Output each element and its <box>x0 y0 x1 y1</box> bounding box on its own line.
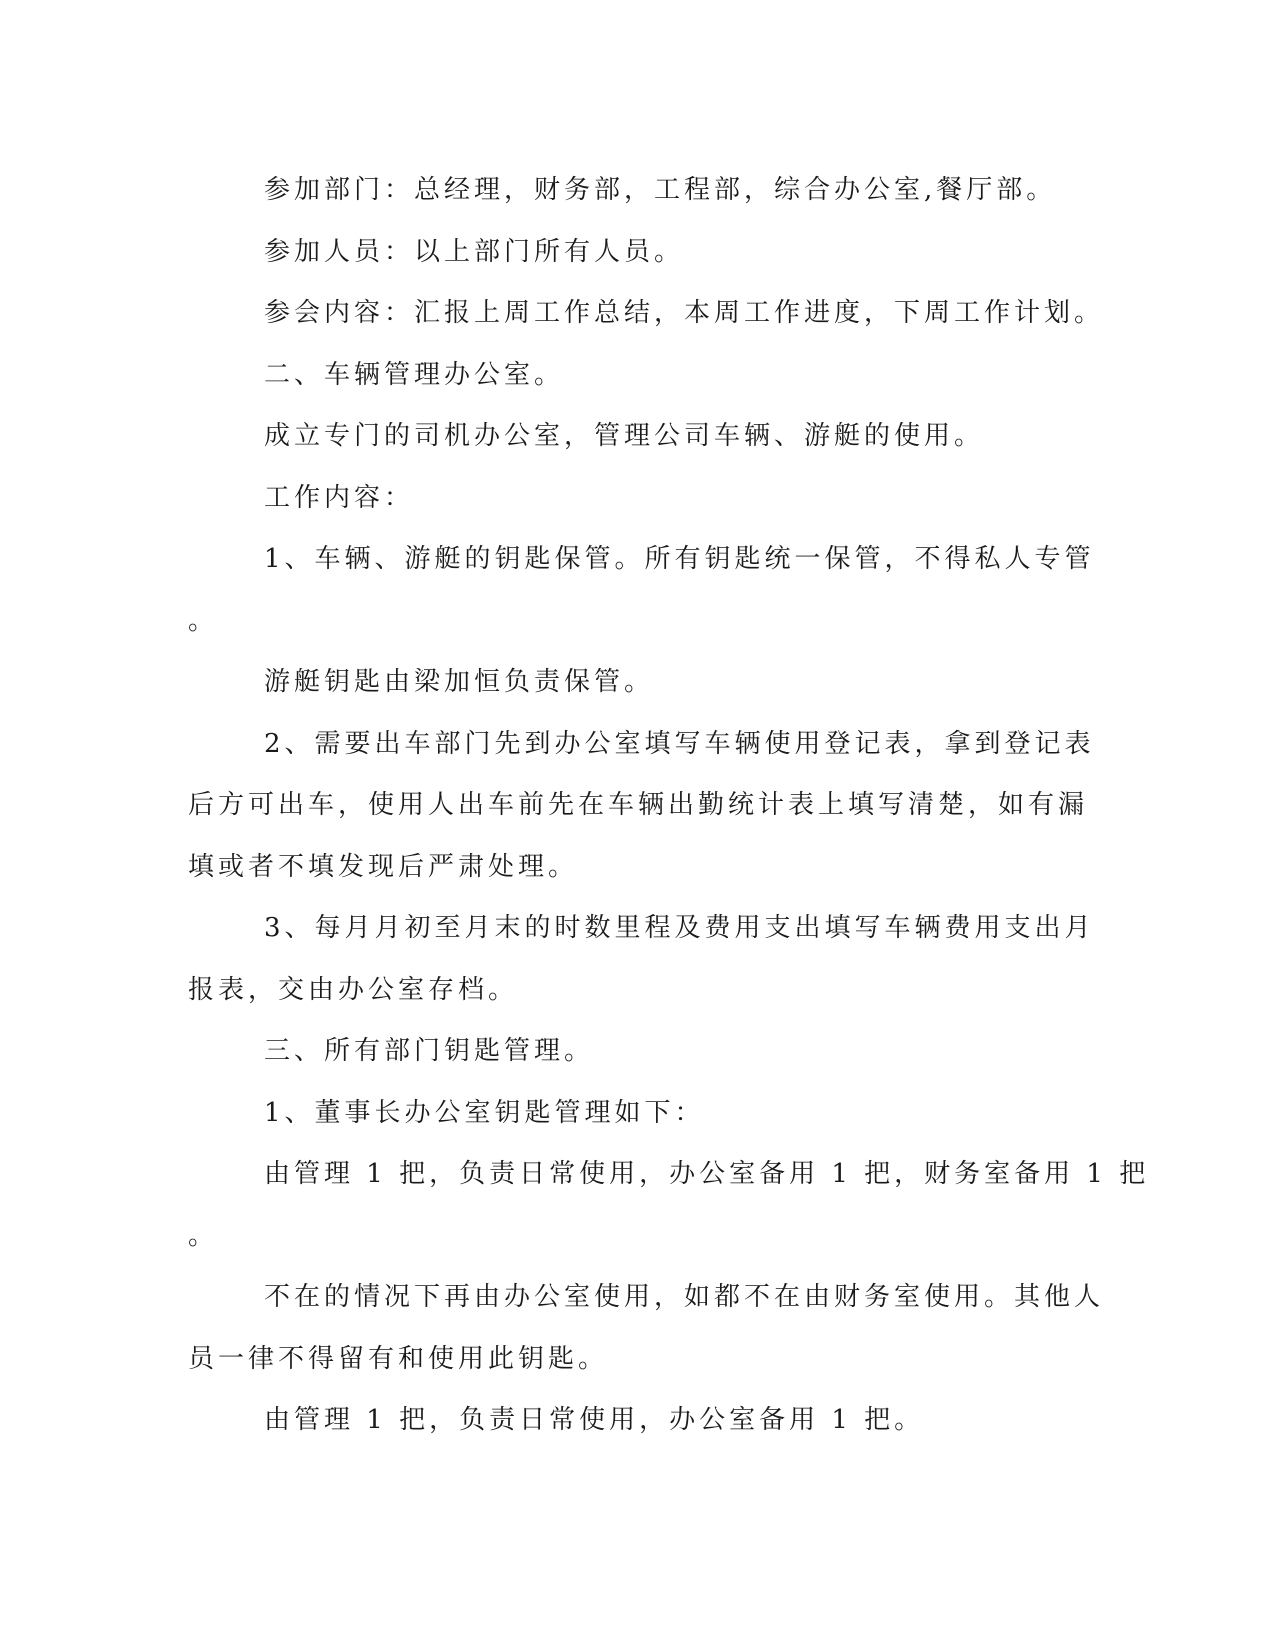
text-line: 后方可出车，使用人出车前先在车辆出勤统计表上填写清楚，如有漏 <box>188 790 1089 820</box>
text-line: 工作内容： <box>264 482 415 513</box>
text-line: 。 <box>188 1220 219 1251</box>
text-line: 报表，交由办公室存档。 <box>188 974 519 1005</box>
text-line: 员一律不得留有和使用此钥匙。 <box>188 1343 609 1374</box>
list-item: 1、董事长办公室钥匙管理如下： <box>264 1097 705 1128</box>
list-item: 1、车辆、游艇的钥匙保管。所有钥匙统一保管，不得私人专管 <box>264 544 1095 574</box>
text-line: 参加部门：总经理，财务部，工程部，综合办公室,餐厅部。 <box>264 175 1057 205</box>
list-item: 2、需要出车部门先到办公室填写车辆使用登记表，拿到登记表 <box>264 728 1095 759</box>
text-line: 。 <box>188 605 219 636</box>
text-line: 由管理 1 把，负责日常使用，办公室备用 1 把，财务室备用 1 把 <box>264 1159 1150 1189</box>
section-heading: 二、车辆管理办公室。 <box>264 359 565 390</box>
text-line: 成立专门的司机办公室，管理公司车辆、游艇的使用。 <box>264 421 985 451</box>
text-line: 游艇钥匙由梁加恒负责保管。 <box>264 667 655 697</box>
text-line: 不在的情况下再由办公室使用，如都不在由财务室使用。其他人 <box>264 1282 1105 1312</box>
section-heading: 三、所有部门钥匙管理。 <box>264 1036 595 1066</box>
text-line: 填或者不填发现后严肃处理。 <box>188 851 579 882</box>
text-line: 由管理 1 把，负责日常使用，办公室备用 1 把。 <box>264 1405 925 1435</box>
list-item: 3、每月月初至月末的时数里程及费用支出填写车辆费用支出月 <box>264 913 1095 943</box>
document-body <box>188 160 1150 1452</box>
text-line: 参加人员：以上部门所有人员。 <box>264 236 685 267</box>
text-line: 参会内容：汇报上周工作总结，本周工作进度，下周工作计划。 <box>264 298 1105 328</box>
